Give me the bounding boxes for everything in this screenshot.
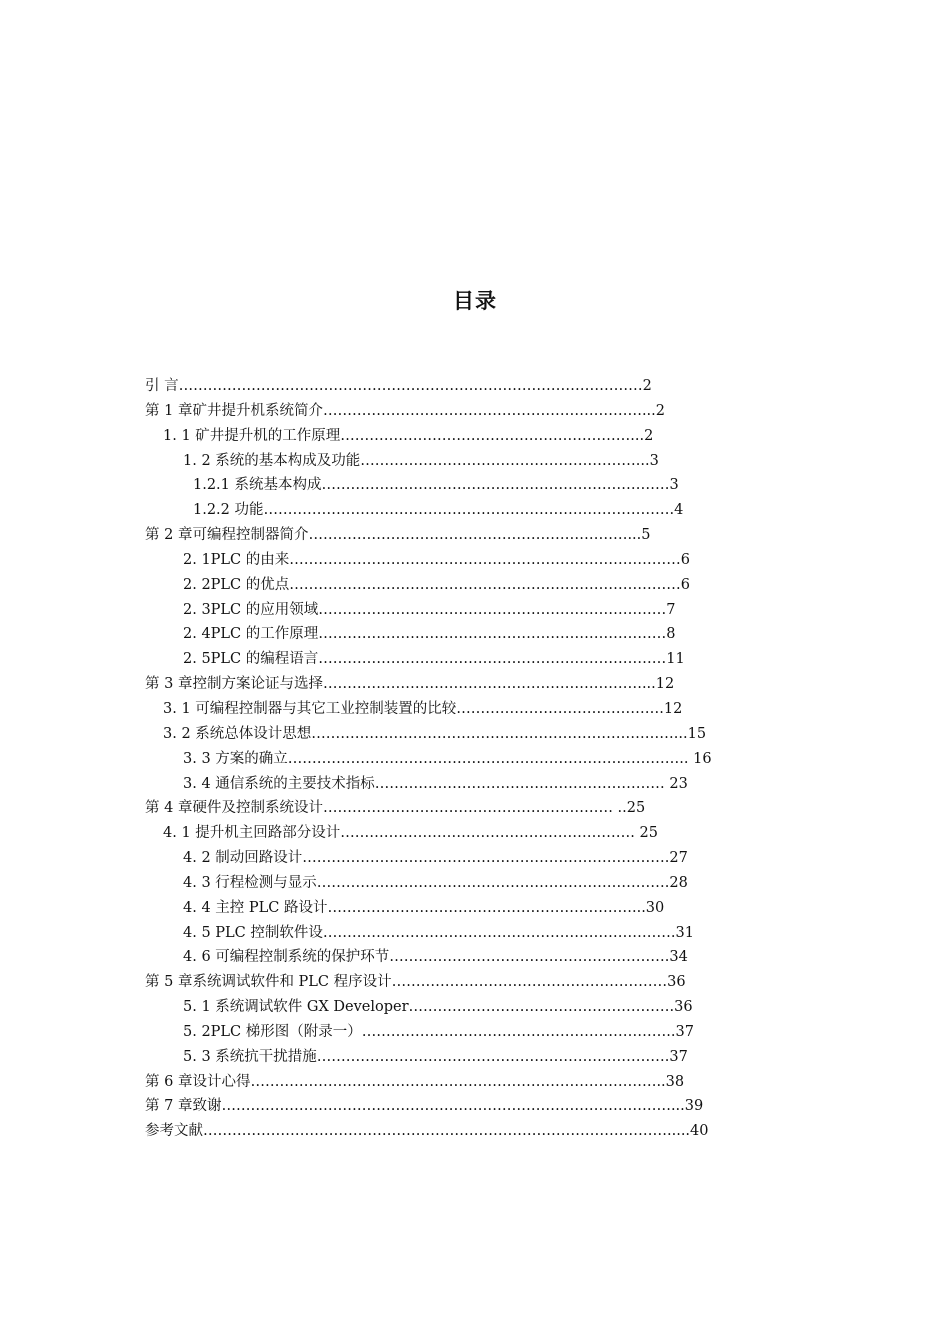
- toc-entry-text: 第 4 章硬件及控制系统设计…………………………………………………… ..25: [145, 800, 646, 817]
- toc-entry-text: 4. 5 PLC 控制软件设……………………………………………………………….31: [183, 924, 694, 941]
- toc-entry-text: 1.2.2 功能………………………………………………………………………….4: [193, 502, 684, 519]
- toc-entry: [145, 796, 825, 821]
- toc-entry-text: 第 2 章可编程控制器简介…………………………………………………………...5: [145, 527, 651, 544]
- toc-entry-text: 5. 1 系统调试软件 GX Developer……………………………………………….36: [183, 999, 693, 1016]
- toc-entry: [145, 622, 825, 647]
- toc-entry: [145, 1119, 825, 1144]
- toc-entry-text: 2. 4PLC 的工作原理………………………………………………………………8: [183, 626, 676, 643]
- toc-entry: [145, 772, 825, 797]
- toc-entry: [145, 970, 825, 995]
- toc-entry-text: 第 1 章矿井提升机系统简介…………………………………………………………...2: [145, 402, 665, 419]
- toc-entry-text: 3. 2 系统总体设计思想…………………………………………………………………...15: [163, 725, 707, 742]
- toc-entry-text: 第 6 章设计心得…………………………………………………………………………..38: [145, 1073, 685, 1090]
- toc-entry: [145, 548, 825, 573]
- toc-entry: [145, 1070, 825, 1095]
- toc-entry: [145, 672, 825, 697]
- toc-entry: [145, 747, 825, 772]
- toc-entry-text: 2. 3PLC 的应用领域………………………………………………………………7: [183, 601, 676, 618]
- toc-entry-text: 5. 3 系统抗干扰措施……………………………………………………………….37: [183, 1048, 688, 1065]
- toc-entry-text: 5. 2PLC 梯形图（附录一）………………………………………………………..37: [183, 1023, 694, 1040]
- toc-entry: [145, 498, 825, 523]
- toc-entry: [145, 1020, 825, 1045]
- toc-entry: [145, 871, 825, 896]
- toc-entry-text: 2. 1PLC 的由来………………………………………………………………………6: [183, 551, 690, 568]
- toc-entry-text: 参考文献…………………………………………………………………………………….....40: [145, 1123, 709, 1140]
- toc-entry-text: 4. 2 制动回路设计………………………………………………………………….27: [183, 850, 688, 867]
- toc-entry-text: 2. 2PLC 的优点………………………………………………………………………6: [183, 576, 690, 593]
- toc-entry-text: 1. 2 系统的基本构成及功能…………………………………………………...3: [183, 452, 659, 469]
- toc-entry-text: 引 言……………………………………………………………………………………2: [145, 378, 652, 394]
- toc-entry: [145, 995, 825, 1020]
- toc-entry: [145, 1094, 825, 1119]
- toc-entry-text: 2. 5PLC 的编程语言………………………………………………………………11: [183, 651, 685, 668]
- toc-entry: [145, 722, 825, 747]
- toc-entry: [145, 1045, 825, 1070]
- toc-entry: [145, 473, 825, 498]
- toc-entry: [145, 399, 825, 424]
- toc-entry-text: 4. 4 主控 PLC 路设计………………………………………………………...30: [183, 899, 665, 916]
- toc-entry-text: 1.2.1 系统基本构成………………………………………………………………3: [193, 477, 679, 494]
- toc-entry: [145, 598, 825, 623]
- toc-entry: [145, 921, 825, 946]
- toc-entry: [145, 697, 825, 722]
- table-of-contents: [145, 374, 825, 1144]
- toc-entry: [145, 647, 825, 672]
- toc-entry: [145, 449, 825, 474]
- toc-entry: [145, 821, 825, 846]
- toc-entry-text: 第 3 章控制方案论证与选择…………………………………………………………...12: [145, 676, 675, 693]
- toc-entry-text: 3. 1 可编程控制器与其它工业控制装置的比较…………………………………….12: [163, 700, 683, 717]
- toc-entry-text: 4. 1 提升机主回路部分设计……………………………………………………. 25: [163, 825, 658, 842]
- toc-entry: [145, 424, 825, 449]
- toc-entry-text: 1. 1 矿井提升机的工作原理……………………………………………………...2: [163, 427, 654, 444]
- toc-entry: [145, 573, 825, 598]
- toc-entry: [145, 846, 825, 871]
- page-title: 目录: [453, 289, 497, 313]
- toc-entry-text: 第 5 章系统调试软件和 PLC 程序设计…………………………………………………36: [145, 974, 686, 991]
- toc-entry-text: 第 7 章致谢…………………………………………………………………………………...39: [145, 1098, 704, 1115]
- toc-entry: [145, 523, 825, 548]
- toc-entry: [145, 945, 825, 970]
- toc-entry-text: 3. 4 通信系统的主要技术指标…………………………………………………… 23: [183, 775, 688, 792]
- toc-entry: [145, 374, 825, 399]
- toc-entry-text: 4. 6 可编程控制系统的保护环节………………………………………………….34: [183, 949, 688, 966]
- toc-entry-text: 4. 3 行程检测与显示……………………………………………………………….28: [183, 874, 688, 891]
- toc-entry-text: 3. 3 方案的确立……………………………………………………………………….. 16: [183, 750, 712, 767]
- toc-entry: [145, 896, 825, 921]
